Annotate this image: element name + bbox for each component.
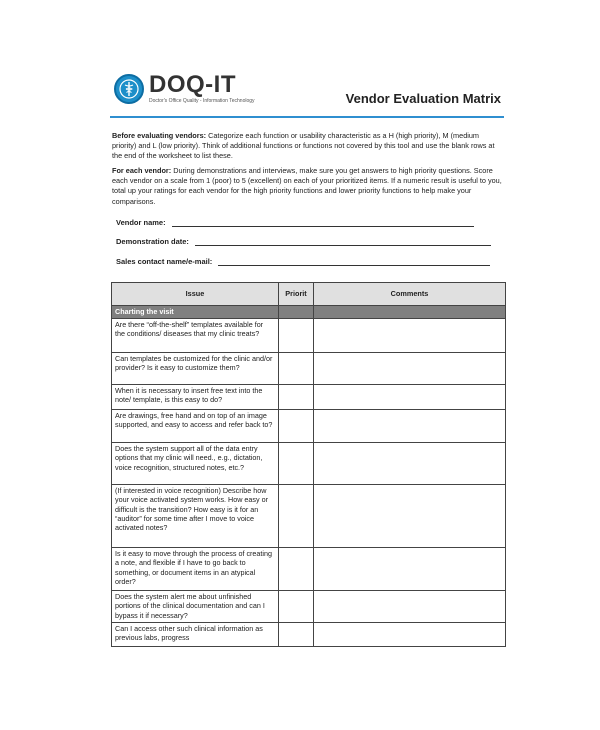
- priority-cell[interactable]: [279, 623, 314, 647]
- comments-cell[interactable]: [314, 443, 506, 485]
- caduceus-icon: [114, 74, 144, 104]
- issue-header: Issue: [112, 283, 279, 306]
- issue-cell: Does the system support all of the data entry options that my clinic will need., e.g., dictation, voice recognition, structured notes, etc.?: [112, 443, 279, 485]
- issue-cell: (If interested in voice recognition) Describe how your voice activated system works. How easy or difficult is the transition? How easy is it for an “auditor” for some time after I move to voice activated notes?: [112, 485, 279, 548]
- evaluation-table: [111, 282, 506, 647]
- priority-cell[interactable]: [279, 385, 314, 410]
- issue-cell: Can templates be customized for the clinic and/or provider? Is it easy to customize them?: [112, 353, 279, 385]
- comments-cell[interactable]: [314, 548, 506, 591]
- sales-contact-label: Sales contact name/e-mail:: [116, 257, 213, 266]
- sales-contact-field: [116, 257, 490, 266]
- comments-cell[interactable]: [314, 485, 506, 548]
- comments-cell[interactable]: [314, 623, 506, 647]
- vendor-name-field: [116, 218, 474, 227]
- priority-cell[interactable]: [279, 319, 314, 353]
- logo-tagline: Doctor's Office Quality - Information Technology: [149, 98, 255, 104]
- document-title: Vendor Evaluation Matrix: [345, 91, 501, 106]
- vendor-name-label: Vendor name:: [116, 218, 166, 227]
- priority-cell[interactable]: [279, 410, 314, 443]
- table-row: [112, 443, 506, 485]
- issue-cell: Can I access other such clinical information as previous labs, progress: [112, 623, 279, 647]
- comments-cell[interactable]: [314, 591, 506, 623]
- priority-cell[interactable]: [279, 353, 314, 385]
- priority-cell[interactable]: [279, 485, 314, 548]
- demonstration-date-line[interactable]: [195, 237, 491, 246]
- issue-cell: Are there “off-the-shelf” templates available for the conditions/ diseases that my clinic treats?: [112, 319, 279, 353]
- demonstration-date-field: [116, 237, 491, 246]
- table-row: [112, 623, 506, 647]
- table-row: [112, 353, 506, 385]
- before-evaluating-text: Categorize each function or usability characteristic as a H (high priority), M (medium priority) and L (low priority). Think of additional functions or functions not covered by this tool and use the blank rows at the end of the worksheet to list these.: [112, 131, 495, 161]
- comments-cell[interactable]: [314, 319, 506, 353]
- section-priority-cell: [279, 306, 314, 319]
- before-evaluating-label: Before evaluating vendors:: [112, 131, 207, 140]
- table-row: [112, 385, 506, 410]
- for-each-vendor-text: During demonstrations and interviews, make sure you get answers to high priority questions. Score each vendor on a scale from 1 (poor) to 5 (excellent) on each of your prioritized items. If a numeric result is useful to you, total up your ratings for each vendor for the high priority functions and lower priority functions to help make your comparisons.: [112, 166, 502, 206]
- priority-cell[interactable]: [279, 591, 314, 623]
- section-row: [112, 306, 506, 319]
- section-comments-cell: [314, 306, 506, 319]
- header-divider: [110, 116, 504, 118]
- for-each-vendor-paragraph: [112, 166, 504, 207]
- comments-header: Comments: [314, 283, 506, 306]
- table-row: [112, 410, 506, 443]
- priority-cell[interactable]: [279, 548, 314, 591]
- table-row: [112, 485, 506, 548]
- table-row: [112, 319, 506, 353]
- priority-header: Priorit: [279, 283, 314, 306]
- section-label: Charting the visit: [112, 306, 279, 319]
- comments-cell[interactable]: [314, 410, 506, 443]
- issue-cell: Is it easy to move through the process of creating a note, and flexible if I have to go back to something, or document items in an atypical order?: [112, 548, 279, 591]
- demonstration-date-label: Demonstration date:: [116, 237, 189, 246]
- issue-cell: When it is necessary to insert free text into the note/ template, is this easy to do?: [112, 385, 279, 410]
- logo-name: DOQ-IT: [149, 71, 236, 98]
- sales-contact-line[interactable]: [218, 257, 490, 266]
- table-row: [112, 548, 506, 591]
- comments-cell[interactable]: [314, 385, 506, 410]
- priority-cell[interactable]: [279, 443, 314, 485]
- issue-cell: Are drawings, free hand and on top of an image supported, and easy to access and refer back to?: [112, 410, 279, 443]
- for-each-vendor-label: For each vendor:: [112, 166, 172, 175]
- issue-cell: Does the system alert me about unfinished portions of the clinical documentation and can I bypass it if necessary?: [112, 591, 279, 623]
- table-header-row: [112, 283, 506, 306]
- vendor-name-line[interactable]: [172, 218, 474, 227]
- comments-cell[interactable]: [314, 353, 506, 385]
- before-evaluating-paragraph: [112, 131, 504, 162]
- table-row: [112, 591, 506, 623]
- doq-it-logo: [114, 71, 255, 104]
